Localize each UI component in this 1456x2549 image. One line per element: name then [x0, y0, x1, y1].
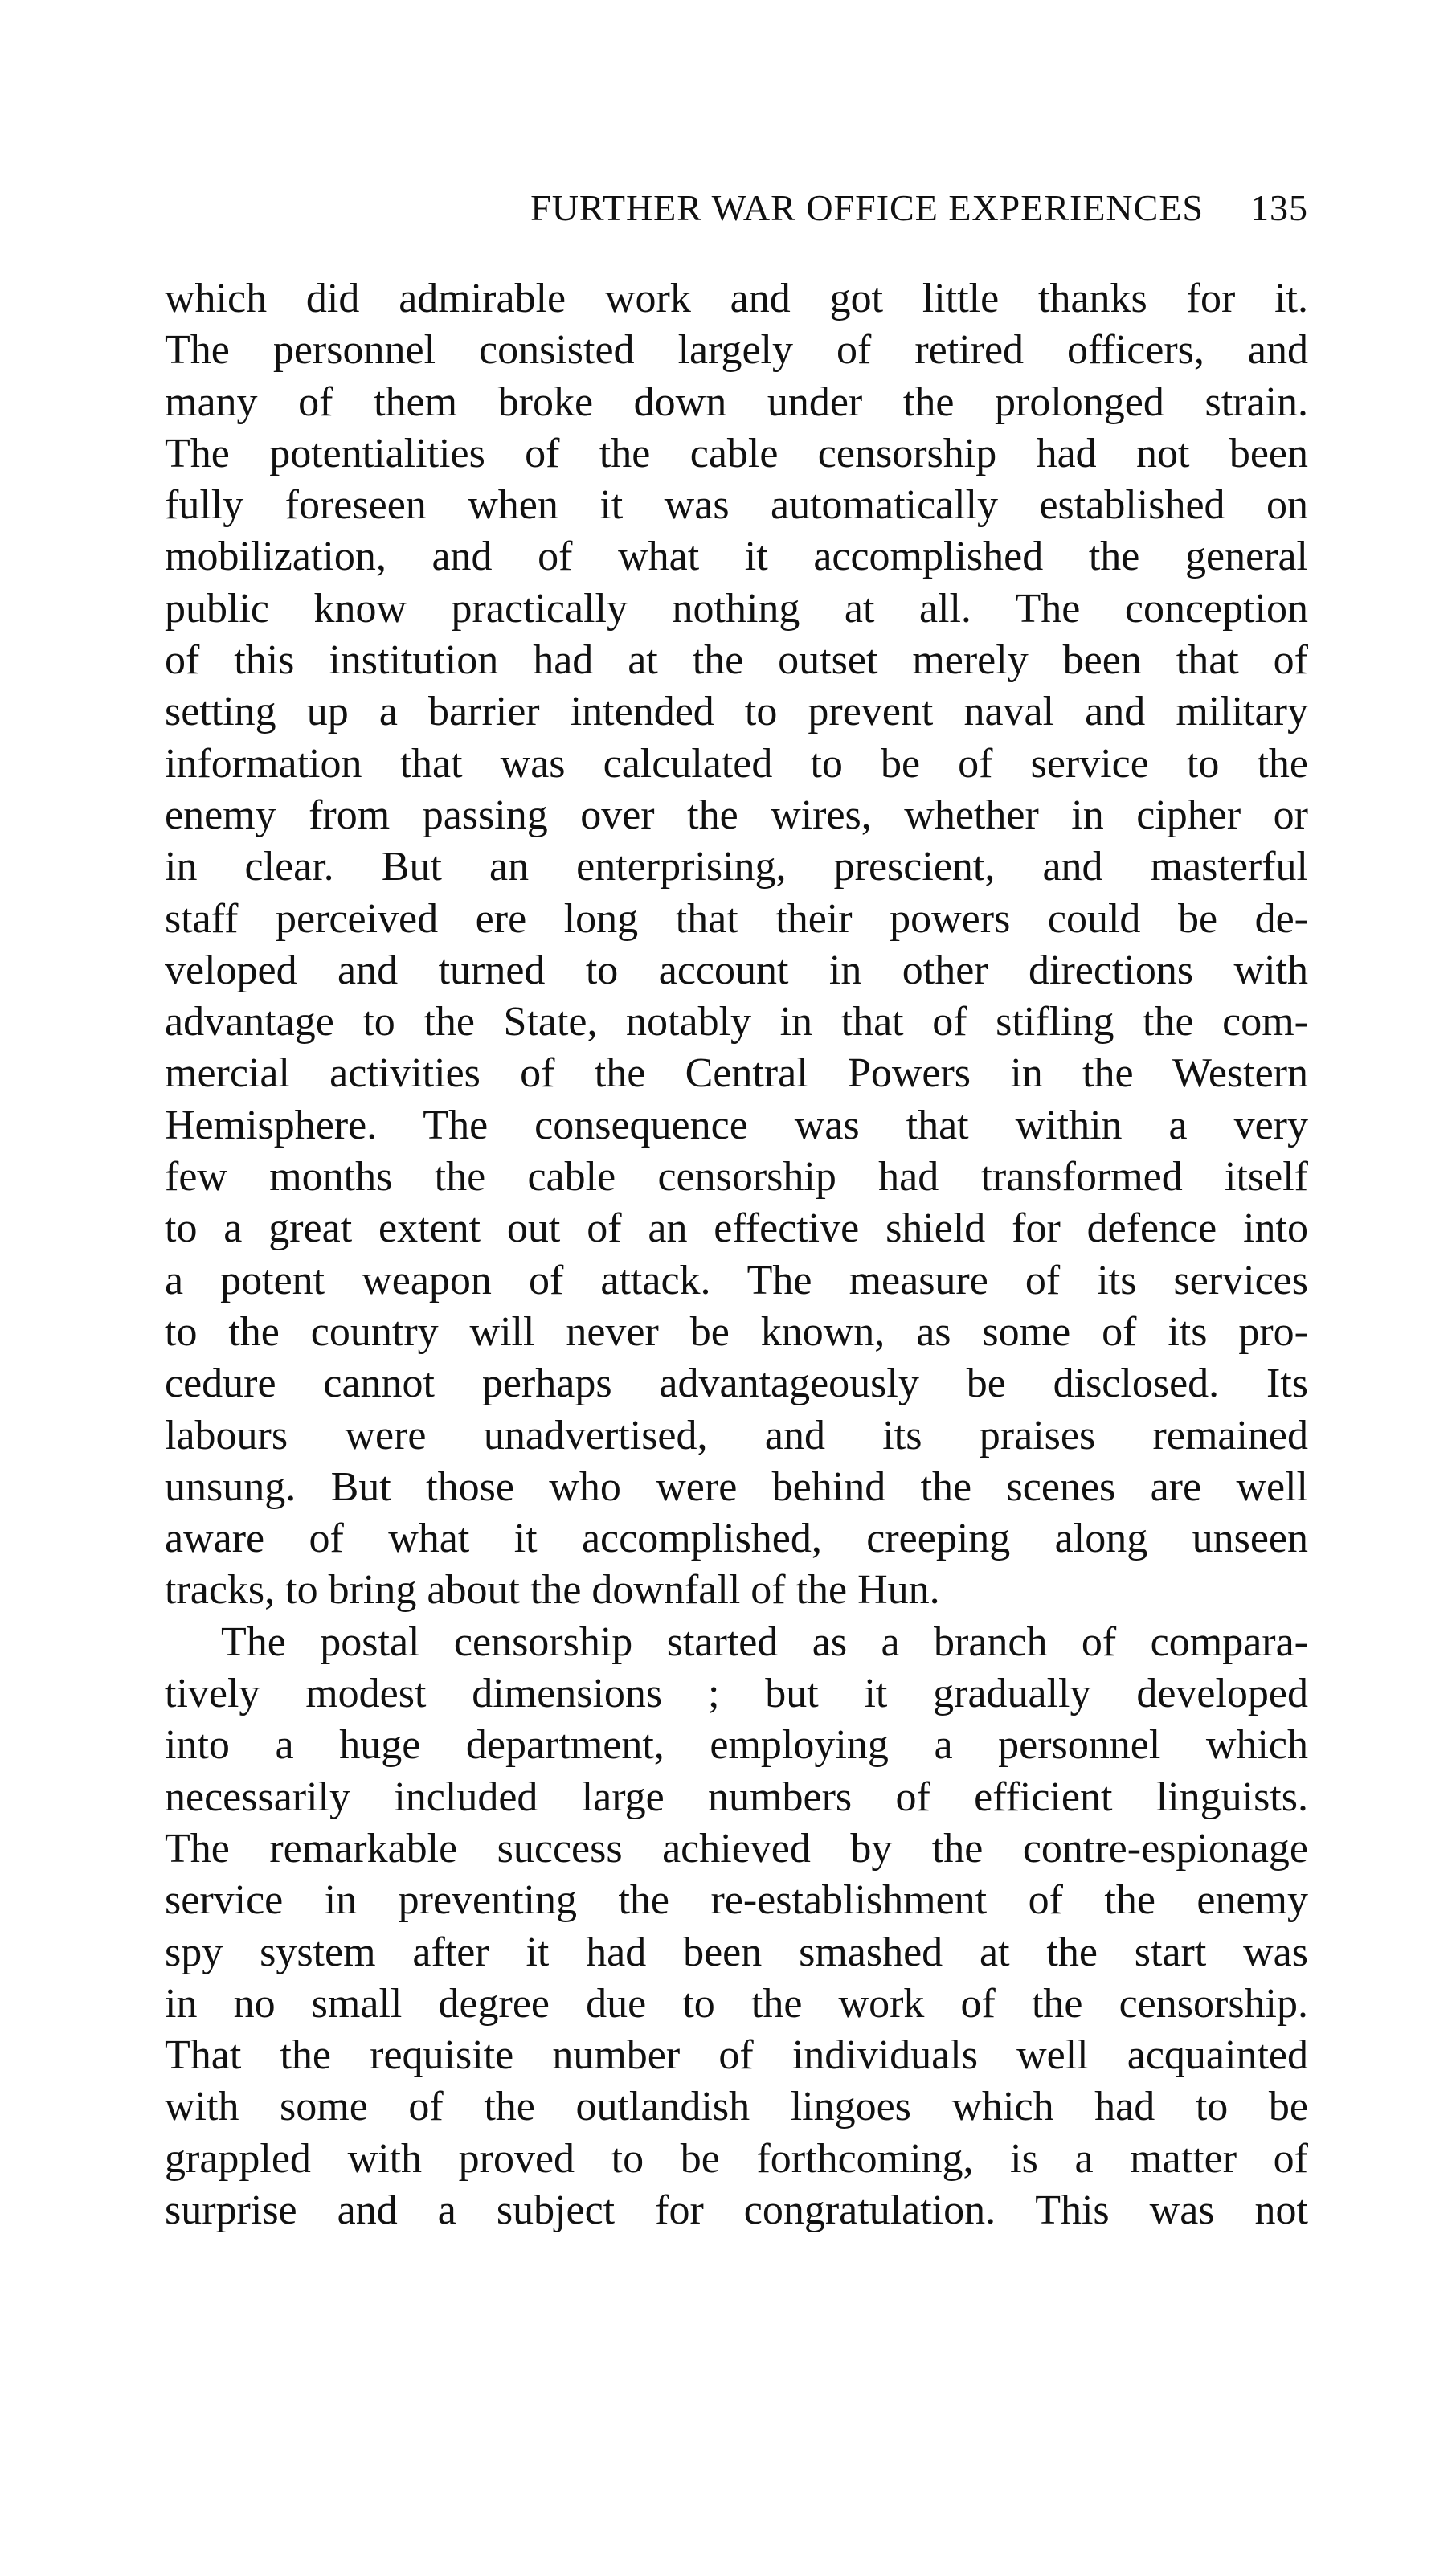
text-line: advantage to the State, notably in that of stifling the com- [165, 999, 1308, 1045]
running-header [165, 186, 1308, 243]
text-line: tracks, to bring about the downfall of the Hun. [165, 1567, 940, 1614]
text-line: to the country will never be known, as some of its pro- [165, 1308, 1308, 1355]
paragraph [165, 273, 1308, 1617]
text-line: aware of what it accomplished, creeping along unseen [165, 1516, 1308, 1562]
text-line: setting up a barrier intended to prevent naval and military [165, 689, 1308, 735]
text-line: many of them broke down under the prolonged strain. [165, 378, 1308, 425]
text-line: which did admirable work and got little thanks for it. [165, 276, 1308, 321]
text-line: in no small degree due to the work of the censorship. [165, 1980, 1308, 2027]
text-line: surprise and a subject for congratulation. This was not [165, 2187, 1308, 2233]
text-line: service in preventing the re-establishment of the enemy [165, 1877, 1308, 1924]
text-line: a potent weapon of attack. The measure of its services [165, 1257, 1308, 1303]
text-line: spy system after it had been smashed at the start was [165, 1929, 1308, 1975]
text-line: That the requisite number of individuals well acquainted [165, 2032, 1308, 2079]
text-line: enemy from passing over the wires, whether in cipher or [165, 792, 1308, 838]
text-line: The potentialities of the cable censorship had not been [165, 430, 1308, 477]
text-line: necessarily included large numbers of efficient linguists. [165, 1774, 1308, 1820]
text-line: information that was calculated to be of service to the [165, 740, 1308, 787]
text-line: staff perceived ere long that their powers could be de- [165, 895, 1308, 942]
text-line: labours were unadvertised, and its praises remained [165, 1412, 1308, 1459]
text-line: with some of the outlandish lingoes which had to be [165, 2084, 1308, 2130]
text-line: in clear. But an enterprising, prescient, and masterful [165, 844, 1308, 890]
text-line: mercial activities of the Central Powers in the Western [165, 1050, 1308, 1097]
text-line: veloped and turned to account in other directions with [165, 947, 1308, 993]
text-line: Hemisphere. The consequence was that within a very [165, 1102, 1308, 1148]
text-line: mobilization, and of what it accomplished the general [165, 534, 1308, 580]
text-line: cedure cannot perhaps advantageously be disclosed. Its [165, 1360, 1308, 1407]
text-line: The personnel consisted largely of retired officers, and [165, 327, 1308, 374]
text-line: into a huge department, employing a personnel which [165, 1722, 1308, 1769]
text-line: The postal censorship started as a branch of compara- [221, 1618, 1308, 1665]
running-title: FURTHER WAR OFFICE EXPERIENCES [530, 187, 1204, 228]
paragraph [165, 1617, 1308, 2237]
text-line: fully foreseen when it was automatically established on [165, 482, 1308, 529]
text-line: grappled with proved to be forthcoming, is a matter of [165, 2135, 1308, 2182]
text-line: unsung. But those who were behind the scenes are well [165, 1463, 1308, 1510]
text-line: public know practically nothing at all. The conception [165, 585, 1308, 632]
page-number: 135 [1250, 187, 1308, 228]
page-body [165, 273, 1308, 2236]
text-line: to a great extent out of an effective shield for defence into [165, 1205, 1308, 1252]
text-line: of this institution had at the outset merely been that of [165, 637, 1308, 684]
text-line: tively modest dimensions ; but it gradually developed [165, 1671, 1308, 1717]
text-line: The remarkable success achieved by the contre-espionage [165, 1825, 1308, 1872]
text-line: few months the cable censorship had transformed itself [165, 1154, 1308, 1201]
